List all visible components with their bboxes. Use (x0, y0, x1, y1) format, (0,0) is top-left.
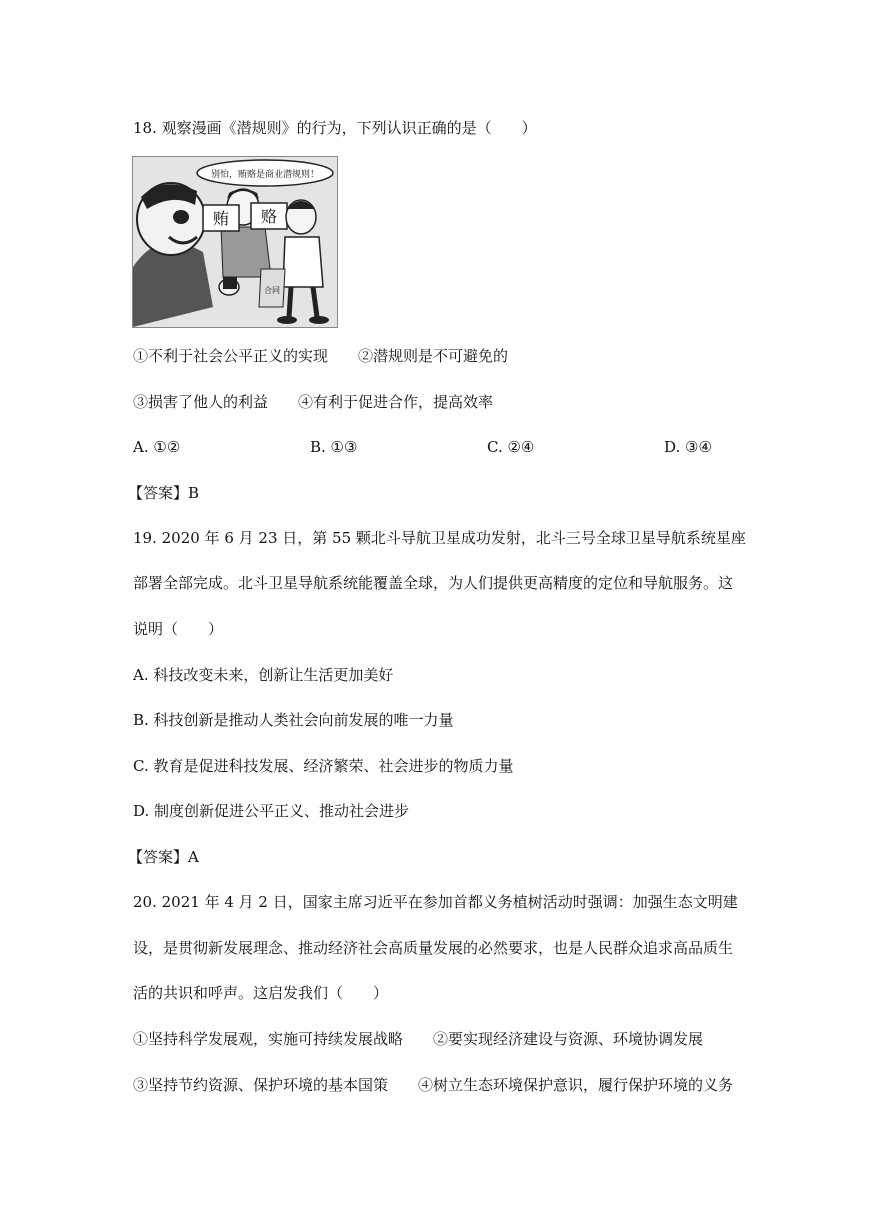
q18-option-c[interactable]: C. ②④ (487, 438, 535, 456)
q18-answer: 【答案】B (128, 484, 200, 502)
q18-option-a[interactable]: A. ①② (133, 438, 181, 456)
q19-stem-line2: 部署全部完成。北斗卫星导航系统能覆盖全球，为人们提供更高精度的定位和导航服务。这 (133, 574, 734, 592)
q18-option-d[interactable]: D. ③④ (664, 438, 712, 456)
q18-option-b[interactable]: B. ①③ (310, 438, 358, 456)
q19-option-b[interactable]: B. 科技创新是推动人类社会向前发展的唯一力量 (133, 711, 454, 729)
cartoon-drawing (133, 157, 337, 327)
sign-right-text: 赂 (260, 207, 278, 226)
q20-items-line2: ③坚持节约资源、保护环境的基本国策 ④树立生态环境保护意识，履行保护环境的义务 (133, 1076, 734, 1094)
q18-items-line2: ③损害了他人的利益 ④有利于促进合作，提高效率 (133, 393, 494, 411)
q19-option-c[interactable]: C. 教育是促进科技发展、经济繁荣、社会进步的物质力量 (133, 757, 514, 775)
q20-stem-line2: 设，是贯彻新发展理念、推动经济社会高质量发展的必然要求，也是人民群众追求高品质生 (133, 939, 734, 957)
cartoon-image (132, 156, 338, 328)
sign-left-text: 贿 (212, 209, 230, 228)
q20-items-line1: ①坚持科学发展观，实施可持续发展战略 ②要实现经济建设与资源、环境协调发展 (133, 1030, 704, 1048)
speech-text: 别怕，贿赂是商业潜规则！ (210, 170, 320, 180)
q19-stem-line3: 说明（ ） (133, 620, 224, 638)
q20-stem-line3: 活的共识和呼声。这启发我们（ ） (133, 984, 389, 1002)
q19-answer: 【答案】A (128, 848, 199, 866)
q18-stem: 18. 观察漫画《潜规则》的行为，下列认识正确的是（ ） (133, 119, 537, 137)
q19-stem-line1: 19. 2020 年 6 月 23 日，第 55 颗北斗导航卫星成功发射，北斗三号全球卫星导航系统星座 (133, 529, 746, 547)
q19-option-d[interactable]: D. 制度创新促进公平正义、推动社会进步 (133, 802, 410, 820)
q18-items-line1: ①不利于社会公平正义的实现 ②潜规则是不可避免的 (133, 347, 509, 365)
q20-stem-line1: 20. 2021 年 4 月 2 日，国家主席习近平在参加首都义务植树活动时强调：加强生态文明建 (133, 893, 738, 911)
q19-option-a[interactable]: A. 科技改变未来，创新让生活更加美好 (133, 666, 394, 684)
bag-label-text: 合同 (264, 286, 280, 295)
